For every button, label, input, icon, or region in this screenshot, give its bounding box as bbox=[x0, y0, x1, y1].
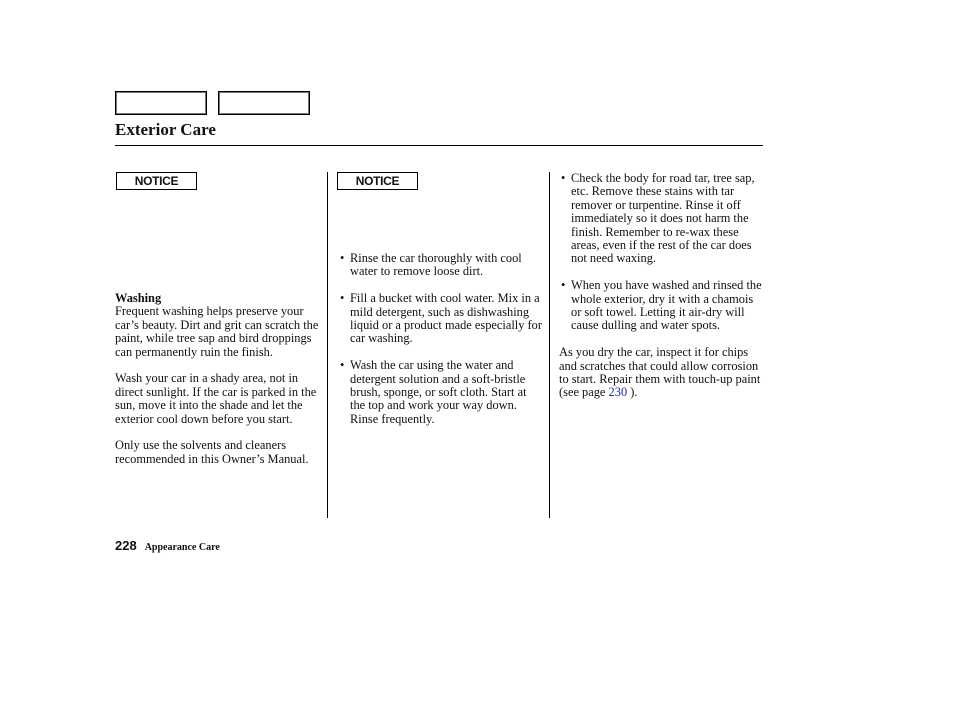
notice-label-1: NOTICE bbox=[116, 172, 197, 190]
page-footer bbox=[115, 537, 220, 555]
list-item-text: Rinse the car thoroughly with cool water to remove loose dirt. bbox=[350, 251, 522, 279]
paragraph: Frequent washing helps preserve your car’s beauty. Dirt and grit can scratch the paint, while tree sap and bird droppings can permanently ruin the finish. bbox=[115, 304, 319, 359]
bullet-icon: • bbox=[561, 278, 566, 293]
bullet-icon: • bbox=[340, 291, 345, 306]
nav-tab-box-1[interactable] bbox=[115, 91, 207, 115]
list-item bbox=[338, 252, 543, 279]
paragraph: Only use the solvents and cleaners recommended in this Owner’s Manual. bbox=[115, 438, 309, 466]
closing-text-end: ). bbox=[627, 385, 638, 400]
bullet-icon: • bbox=[340, 251, 345, 265]
list-item bbox=[338, 292, 543, 346]
paragraph: Wash your car in a shady area, not in direct sunlight. If the car is parked in the sun, move it into the shade and let the exterior cool down before you start. bbox=[115, 371, 317, 426]
list-item bbox=[559, 279, 764, 333]
list-item-text: Fill a bucket with cool water. Mix in a mild detergent, such as dishwashing liquid or a product made especially for car washing. bbox=[350, 291, 542, 346]
page-number: 228 bbox=[115, 538, 137, 553]
title-divider bbox=[115, 145, 763, 146]
list-item-text: Check the body for road tar, tree sap, etc. Remove these stains with tar remover or turpentine. Rinse it off immediately so it does not harm the finish. Remember to re-wax these areas, even if the rest of the car does not need waxing. bbox=[571, 171, 755, 266]
column-finish-steps bbox=[559, 172, 764, 413]
closing-paragraph bbox=[559, 346, 764, 400]
column-washing bbox=[115, 292, 323, 480]
list-item bbox=[338, 359, 543, 426]
bullet-icon: • bbox=[561, 171, 566, 185]
bullet-icon: • bbox=[340, 358, 345, 373]
list-item-text: Wash the car using the water and detergent solution and a soft-bristle brush, sponge, or soft cloth. Start at the top and work your way down. Rinse frequently. bbox=[350, 358, 527, 426]
page-link-230[interactable]: 230 bbox=[608, 385, 628, 400]
list-item bbox=[559, 172, 764, 266]
notice-label-2: NOTICE bbox=[337, 172, 418, 190]
list-item-text: When you have washed and rinsed the whole exterior, dry it with a chamois or soft towel. Letting it air-dry will cause dulling and water spots. bbox=[571, 278, 762, 333]
column-divider-1 bbox=[327, 172, 328, 518]
nav-tab-box-2[interactable] bbox=[218, 91, 310, 115]
section-heading-washing: Washing bbox=[115, 291, 162, 305]
page-title: Exterior Care bbox=[115, 120, 216, 139]
closing-text-start: As you dry the car, inspect it for chips and scratches that could allow corrosion to start. Repair them with touch-up paint (see page bbox=[559, 345, 761, 400]
column-divider-2 bbox=[549, 172, 550, 518]
footer-section-name: Appearance Care bbox=[144, 542, 220, 553]
column-wash-steps bbox=[338, 252, 543, 440]
